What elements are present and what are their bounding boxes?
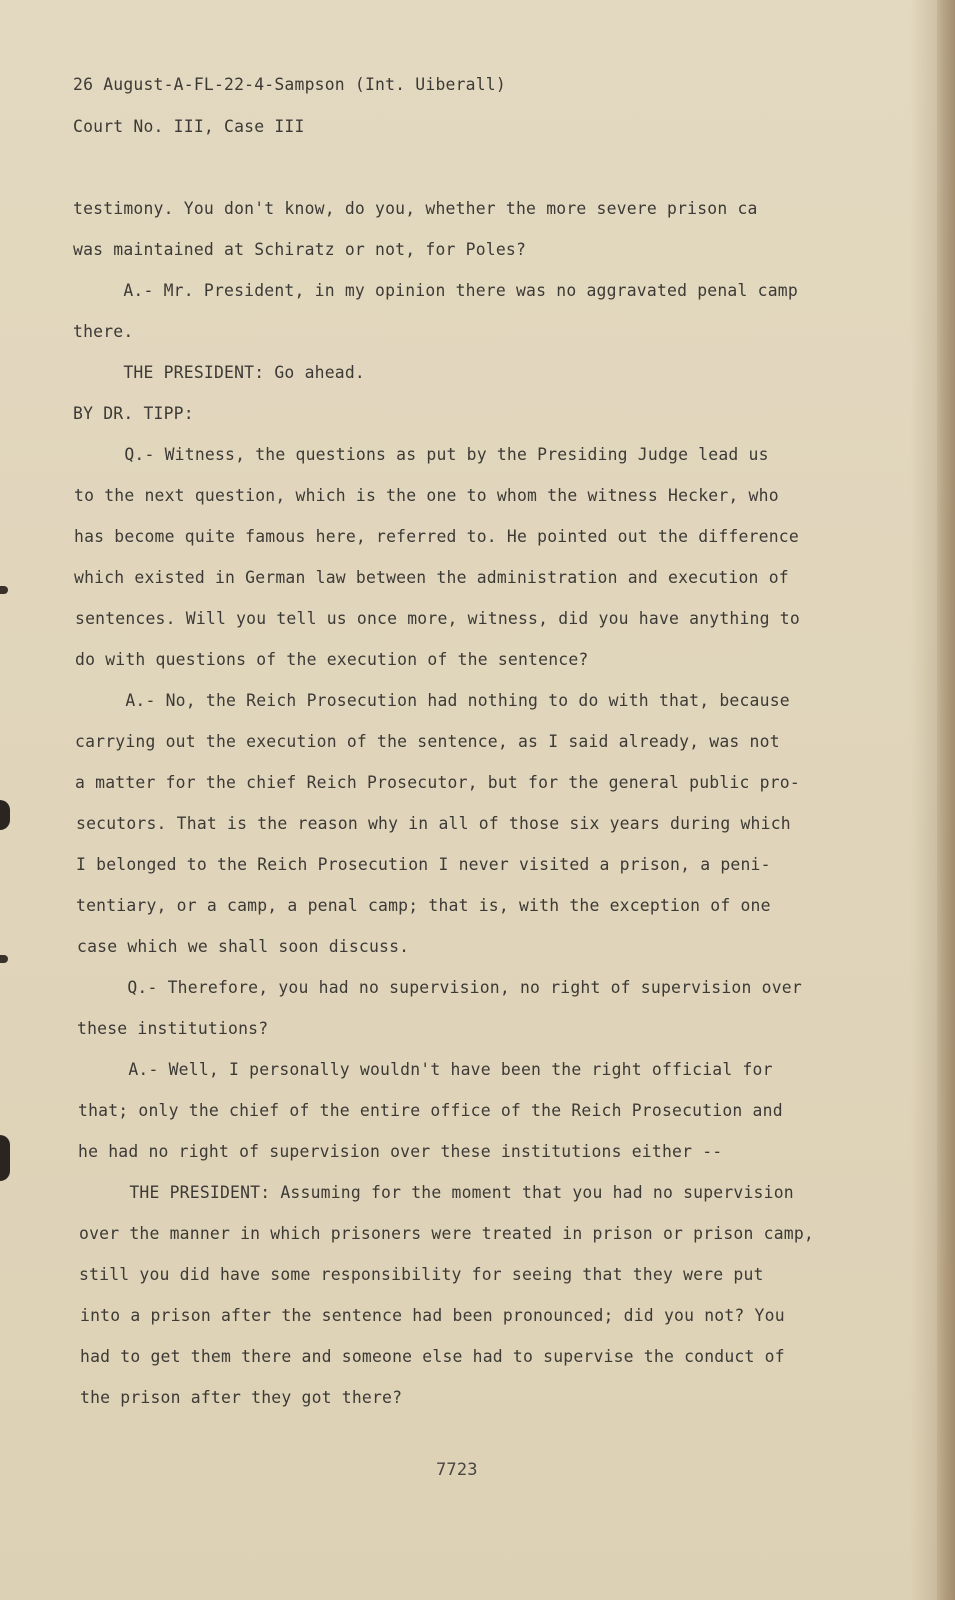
binding-hole-mark [0,1135,10,1181]
body-line: has become quite famous here, referred to. He pointed out the difference [74,527,799,546]
body-line: he had no right of supervision over these institutions either -- [78,1142,723,1161]
body-line: A.- No, the Reich Prosecution had nothing to do with that, because [75,691,790,710]
body-line: I belonged to the Reich Prosecution I never visited a prison, a peni- [76,855,771,874]
margin-mark [0,955,8,963]
body-line: THE PRESIDENT: Go ahead. [73,363,365,382]
body-line: Q.- Witness, the questions as put by the Presiding Judge lead us [74,445,769,464]
body-line: THE PRESIDENT: Assuming for the moment that you had no supervision [79,1183,794,1202]
body-line: A.- Well, I personally wouldn't have been the right official for [78,1060,773,1079]
margin-mark [0,586,8,594]
body-line: carrying out the execution of the sentence, as I said already, was not [75,732,780,751]
header-line-1: 26 August-A-FL-22-4-Sampson (Int. Uiberall) [73,75,506,94]
body-line: do with questions of the execution of the sentence? [75,650,589,669]
body-line: tentiary, or a camp, a penal camp; that is, with the exception of one [76,896,771,915]
body-line: case which we shall soon discuss. [77,937,410,956]
binding-hole-mark [0,800,10,830]
body-line: into a prison after the sentence had been pronounced; did you not? You [80,1306,785,1325]
header-line-2: Court No. III, Case III [73,117,305,136]
body-line: to the next question, which is the one to whom the witness Hecker, who [74,486,779,505]
body-line: sentences. Will you tell us once more, witness, did you have anything to [75,609,800,628]
body-line: there. [73,322,134,341]
body-line: BY DR. TIPP: [73,404,194,423]
body-line: that; only the chief of the entire office of the Reich Prosecution and [78,1101,783,1120]
body-line: a matter for the chief Reich Prosecutor, but for the general public pro- [75,773,800,792]
body-line: secutors. That is the reason why in all of those six years during which [76,814,791,833]
page-number: 7723 [436,1460,478,1480]
body-line: which existed in German law between the administration and execution of [74,568,789,587]
body-line: testimony. You don't know, do you, whether the more severe prison ca [73,199,758,218]
body-line: was maintained at Schiratz or not, for Poles? [73,240,527,259]
body-line: A.- Mr. President, in my opinion there was no aggravated penal camp [73,281,798,300]
body-line: the prison after they got there? [80,1388,403,1407]
page-edge-shadow [937,0,955,1600]
body-line: these institutions? [77,1019,269,1038]
body-line: over the manner in which prisoners were treated in prison or prison camp, [79,1224,814,1243]
body-line: had to get them there and someone else had to supervise the conduct of [80,1347,785,1366]
body-line: Q.- Therefore, you had no supervision, no right of supervision over [77,978,802,997]
body-line: still you did have some responsibility for seeing that they were put [79,1265,764,1284]
